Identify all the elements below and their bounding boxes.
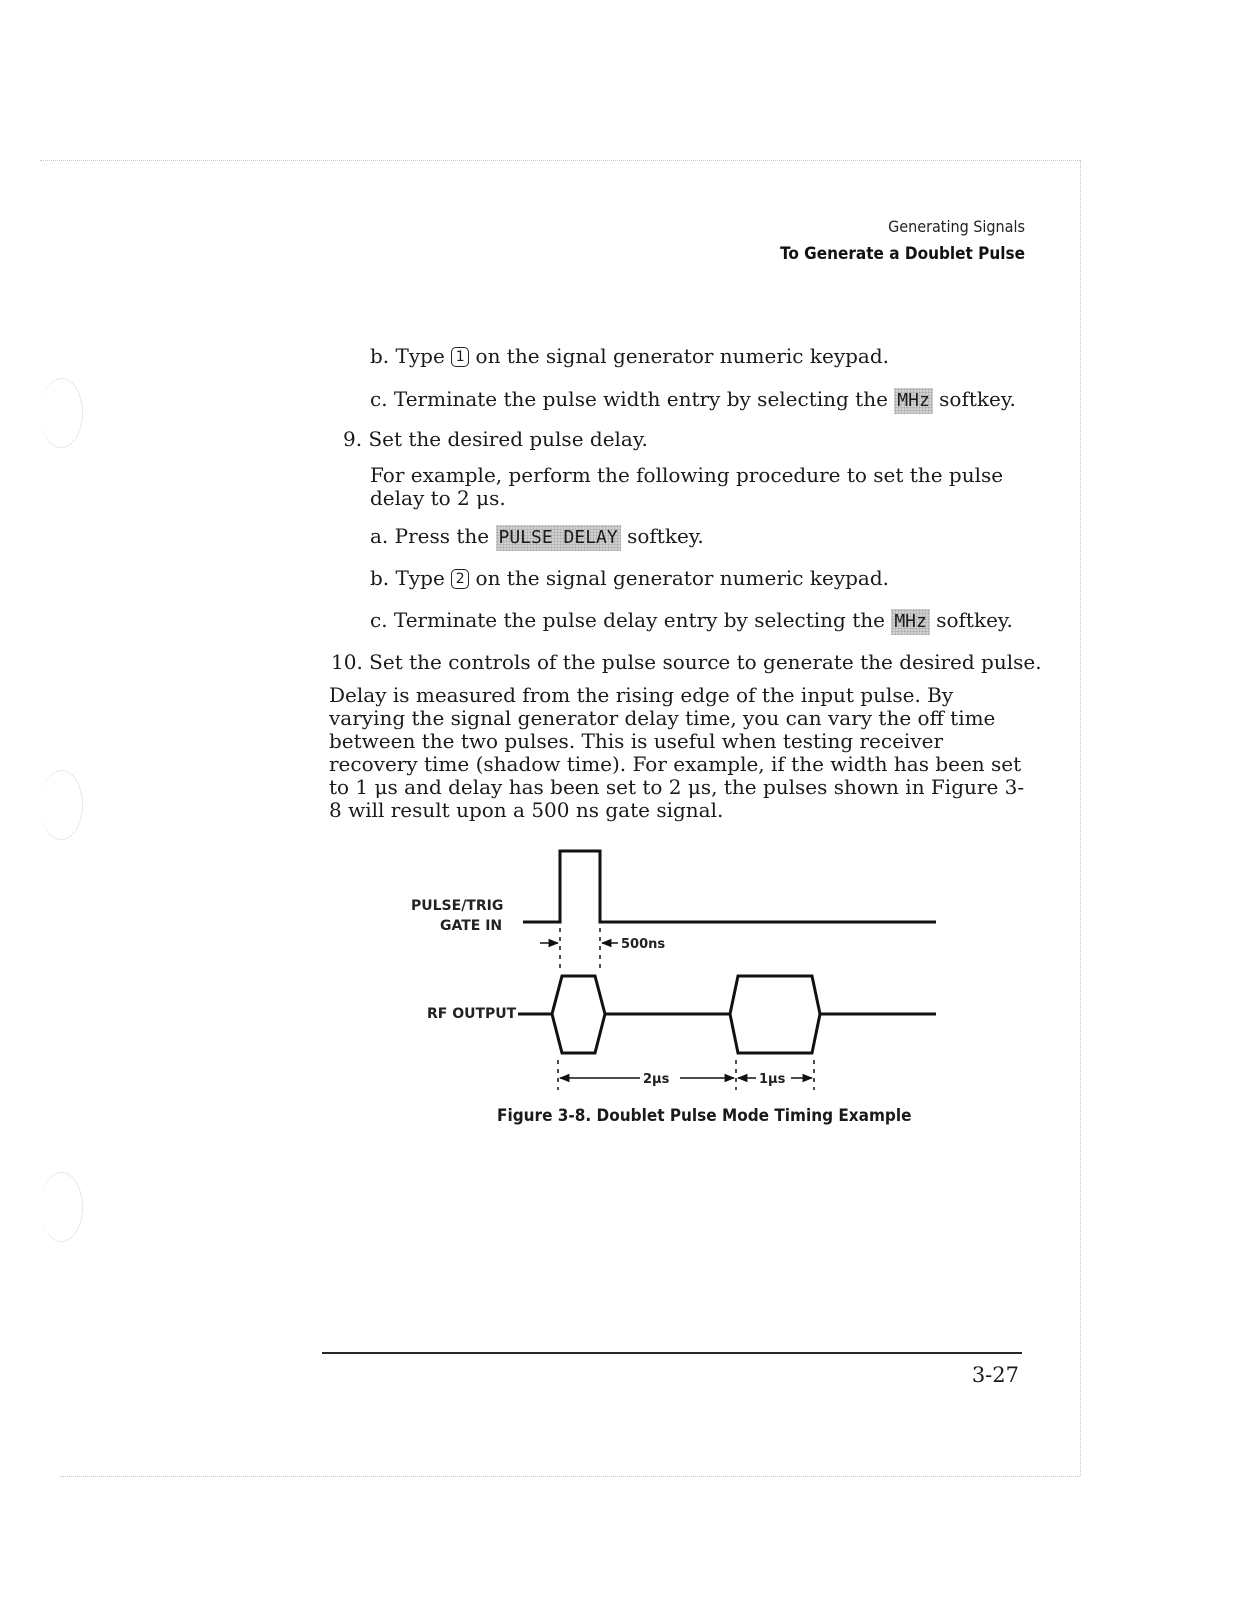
step-text: Press the bbox=[394, 524, 490, 548]
step-marker: b. bbox=[370, 566, 390, 590]
keypad-key-icon: 1 bbox=[451, 347, 469, 367]
footer-rule bbox=[322, 1352, 1022, 1354]
running-head-section: Generating Signals bbox=[888, 217, 1025, 236]
label-pulse-trig: PULSE/TRIG bbox=[411, 898, 504, 914]
step-text: Type bbox=[395, 566, 445, 590]
pulse-delay-softkey: PULSE DELAY bbox=[496, 525, 621, 551]
step-c-terminate-delay bbox=[370, 608, 1013, 635]
figure-caption: Figure 3-8. Doublet Pulse Mode Timing Example bbox=[497, 1106, 912, 1126]
step-c-terminate-width bbox=[370, 387, 1016, 414]
step-text: Terminate the pulse width entry by selecting the bbox=[393, 387, 888, 411]
step-9-example: For example, perform the following procedure to set the pulse delay to 2 μs. bbox=[370, 463, 1004, 510]
gate-waveform bbox=[523, 851, 936, 922]
step-marker: a. bbox=[370, 524, 389, 548]
step-marker: c. bbox=[370, 387, 388, 411]
step-marker: b. bbox=[370, 344, 390, 368]
mhz-softkey: MHz bbox=[891, 609, 930, 635]
running-head-title: To Generate a Doublet Pulse bbox=[780, 244, 1025, 264]
step-text: Type bbox=[395, 344, 445, 368]
label-gate-in: GATE IN bbox=[440, 918, 503, 934]
step-text: on the signal generator numeric keypad. bbox=[475, 344, 889, 368]
step-b-type-2 bbox=[370, 566, 889, 590]
label-500ns: 500ns bbox=[621, 937, 666, 952]
step-text: softkey. bbox=[939, 387, 1016, 411]
step-text: on the signal generator numeric keypad. bbox=[475, 566, 889, 590]
step-9 bbox=[343, 427, 648, 451]
binder-hole-top bbox=[40, 378, 83, 448]
binder-hole-middle bbox=[40, 770, 83, 840]
rf-pulse-2 bbox=[730, 976, 820, 1053]
timing-diagram bbox=[400, 842, 960, 1102]
rf-pulse-1 bbox=[552, 976, 605, 1053]
step-text: Set the desired pulse delay. bbox=[368, 427, 648, 451]
step-text: Terminate the pulse delay entry by selecting the bbox=[393, 608, 885, 632]
step-marker: 10. bbox=[331, 650, 363, 674]
step-marker: 9. bbox=[343, 427, 363, 451]
step-b-type-1 bbox=[370, 344, 889, 368]
step-text: softkey. bbox=[936, 608, 1013, 632]
step-10 bbox=[331, 650, 1042, 674]
step-text: softkey. bbox=[627, 524, 704, 548]
keypad-key-icon: 2 bbox=[451, 569, 469, 589]
label-rf-output: RF OUTPUT bbox=[427, 1006, 517, 1022]
step-a-press-pulse-delay bbox=[370, 524, 704, 551]
body-paragraph: Delay is measured from the rising edge of the input pulse. By varying the signal generator delay time, you can vary the off time between the two pulses. This is useful when testing receiver recovery time (shadow time). For example, if the width has been set to 1 μs and delay has been set to 2 μs, the pulses shown in Figure 3-8 will result upon a 500 ns gate signal. bbox=[329, 683, 1025, 822]
scan-border-top bbox=[40, 160, 1080, 161]
label-1us: 1μs bbox=[759, 1072, 786, 1087]
mhz-softkey: MHz bbox=[894, 388, 933, 414]
scan-border-right bbox=[1080, 160, 1081, 1476]
step-marker: c. bbox=[370, 608, 388, 632]
step-text: Set the controls of the pulse source to generate the desired pulse. bbox=[369, 650, 1042, 674]
scan-border-bottom bbox=[60, 1476, 1080, 1477]
page-number: 3-27 bbox=[971, 1363, 1019, 1387]
label-2us: 2μs bbox=[643, 1072, 670, 1087]
binder-hole-bottom bbox=[40, 1172, 83, 1242]
